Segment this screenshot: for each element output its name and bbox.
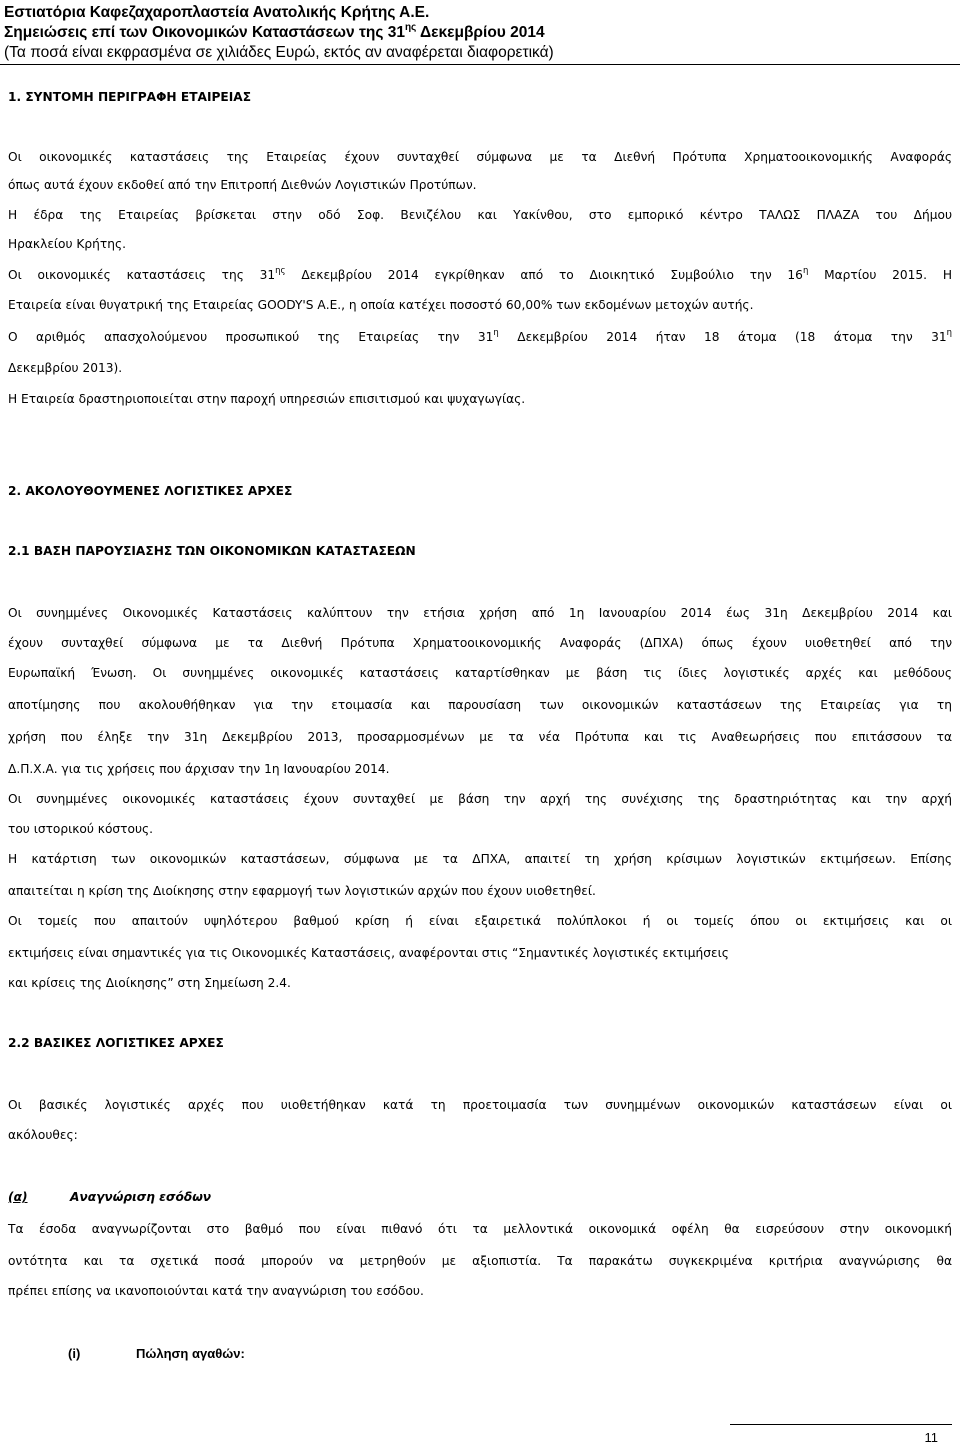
s21-line: Ευρωπαϊκή Ένωση. Οι συνημμένες οικονομικές καταστάσεις καταρτίσθηκαν με βάση τις ίδιες λογιστικές αρχές και μεθόδους — [8, 666, 952, 680]
subsection-i-title: Πώληση αγαθών: — [136, 1346, 245, 1361]
s21-line: Δ.Π.Χ.Α. για τις χρήσεις που άρχισαν την 1η Ιανουαρίου 2014. — [8, 762, 390, 776]
s22-line: ακόλουθες: — [8, 1128, 78, 1142]
section-2-2-title: 2.2 ΒΑΣΙΚΕΣ ΛΟΓΙΣΤΙΚΕΣ ΑΡΧΕΣ — [8, 1036, 224, 1050]
section-1-title: 1. ΣΥΝΤΟΜΗ ΠΕΡΙΓΡΑΦΗ ΕΤΑΙΡΕΙΑΣ — [8, 90, 252, 104]
section-2-1-title: 2.1 ΒΑΣΗ ΠΑΡΟΥΣΙΑΣΗΣ ΤΩΝ ΟΙΚΟΝΟΜΙΚΩΝ ΚΑΤΑΣΤΑΣΕΩΝ — [8, 544, 416, 558]
s1-paragraph-3-line-2: Εταιρεία είναι θυγατρική της Εταιρείας GOODY'S Α.Ε., η οποία κατέχει ποσοστό 60,00% των εκδομένων μετοχών αυτής. — [8, 298, 754, 312]
revenue-line: πρέπει επίσης να ικανοποιούνται κατά την αναγνώριση του εσόδου. — [8, 1284, 424, 1298]
s21-line: χρήση που έληξε την 31η Δεκεμβρίου 2013, προσαρμοσμένων με τα νέα Πρότυπα και τις Αναθεωρήσεις που επιτάσσουν τα — [8, 730, 952, 744]
s21-line: Οι τομείς που απαιτούν υψηλότερου βαθμού κρίση ή είναι εξαιρετικά πολύπλοκοι ή οι τομείς όπου οι εκτιμήσεις και οι — [8, 914, 952, 928]
page-number: 11 — [924, 1430, 938, 1445]
subsection-i-label: (i) — [68, 1346, 81, 1361]
s1-paragraph-4-line-2: Δεκεμβρίου 2013). — [8, 361, 123, 375]
s1-paragraph-2-line-2: Ηρακλείου Κρήτης. — [8, 237, 126, 251]
footer-divider — [730, 1424, 952, 1425]
s21-line: και κρίσεις της Διοίκησης” στη Σημείωση 2.4. — [8, 976, 291, 990]
s21-line: αποτίμησης που ακολουθήθηκαν για την ετοιμασία και παρουσίαση των οικονομικών καταστάσεων της Εταιρείας για τη — [8, 698, 952, 712]
s1-paragraph-5: Η Εταιρεία δραστηριοποιείται στην παροχή υπηρεσιών επισιτισμού και ψυχαγωγίας. — [8, 392, 526, 406]
s21-line: εκτιμήσεις είναι σημαντικές για τις Οικονομικές Καταστάσεις, αναφέρονται στις “Σημαντικές λογιστικές εκτιμήσεις — [8, 946, 729, 960]
notes-title: Σημειώσεις επί των Οικονομικών Καταστάσεων της $31^{\eta\varsigma}$ Δεκεμβρίου 2014 — [4, 22, 545, 41]
s21-line: Η κατάρτιση των οικονομικών καταστάσεων, σύμφωνα με τα ΔΠΧΑ, απαιτεί τη χρήση κρίσιμων λογιστικών εκτιμήσεων. Επίσης — [8, 852, 952, 866]
subsection-a-label: (α) — [8, 1190, 28, 1204]
s21-line: Οι συνημμένες Οικονομικές Καταστάσεις καλύπτουν την ετήσια χρήση από 1η Ιανουαρίου 2014 έως 31η Δεκεμβρίου 2014 και — [8, 606, 952, 620]
s1-paragraph-1-line-1: Οι οικονομικές καταστάσεις της Εταιρείας έχουν συνταχθεί σύμφωνα με τα Διεθνή Πρότυπα Χρηματοοικονομικής Αναφοράς — [8, 150, 952, 164]
s1-paragraph-3-line-1: Οι οικονομικές καταστάσεις της $31^{\eta\varsigma}$ Δεκεμβρίου 2014 εγκρίθηκαν από το Διοικητικό Συμβούλιο την $16^\eta$ Μαρτίου 2015. Η — [8, 266, 952, 282]
revenue-line: οντότητα και τα σχετικά ποσά μπορούν να μετρηθούν με αξιοπιστία. Τα παρακάτω συγκεκριμένα κριτήρια αναγνώρισης θα — [8, 1254, 952, 1268]
s21-line: έχουν συνταχθεί σύμφωνα με τα Διεθνή Πρότυπα Χρηματοοικονομικής Αναφοράς (ΔΠΧΑ) όπως έχουν υιοθετηθεί από την — [8, 636, 952, 650]
header-divider — [0, 64, 960, 65]
company-name: Εστιατόρια Καφεζαχαροπλαστεία Ανατολικής Κρήτης Α.Ε. — [4, 4, 430, 21]
s22-line: Οι βασικές λογιστικές αρχές που υιοθετήθηκαν κατά τη προετοιμασία των συνημμένων οικονομικών καταστάσεων είναι οι — [8, 1098, 952, 1112]
subsection-a-title: Αναγνώριση εσόδων — [70, 1190, 212, 1204]
s21-line: απαιτείται η κρίση της Διοίκησης στην εφαρμογή των λογιστικών αρχών που έχουν υιοθετηθεί. — [8, 884, 596, 898]
s21-line: Οι συνημμένες οικονομικές καταστάσεις έχουν συνταχθεί με βάση την αρχή της συνέχισης της δραστηριότητας και την αρχή — [8, 792, 952, 806]
amounts-note: (Τα ποσά είναι εκφρασμένα σε χιλιάδες Ευρώ, εκτός αν αναφέρεται διαφορετικά) — [4, 44, 554, 61]
s1-paragraph-2-line-1: Η έδρα της Εταιρείας βρίσκεται στην οδό Σοφ. Βενιζέλου και Υακίνθου, στο εμπορικό κέντρο ΤΑΛΩΣ ΠΛΑΖΑ του Δήμου — [8, 208, 952, 222]
s21-line: του ιστορικού κόστους. — [8, 822, 154, 836]
section-2-title: 2. ΑΚΟΛΟΥΘΟΥΜΕΝΕΣ ΛΟΓΙΣΤΙΚΕΣ ΑΡΧΕΣ — [8, 484, 293, 498]
s1-paragraph-1-line-2: όπως αυτά έχουν εκδοθεί από την Επιτροπή Διεθνών Λογιστικών Προτύπων. — [8, 178, 477, 192]
revenue-line: Τα έσοδα αναγνωρίζονται στο βαθμό που είναι πιθανό ότι τα μελλοντικά οικονομικά οφέλη θα εισρεύσουν στην οικονομική — [8, 1222, 952, 1236]
s1-paragraph-4-line-1: Ο αριθμός απασχολούμενου προσωπικού της Εταιρείας την $31^\eta$ Δεκεμβρίου 2014 ήταν 18 άτομα (18 άτομα την $31^\eta$ — [8, 328, 953, 344]
